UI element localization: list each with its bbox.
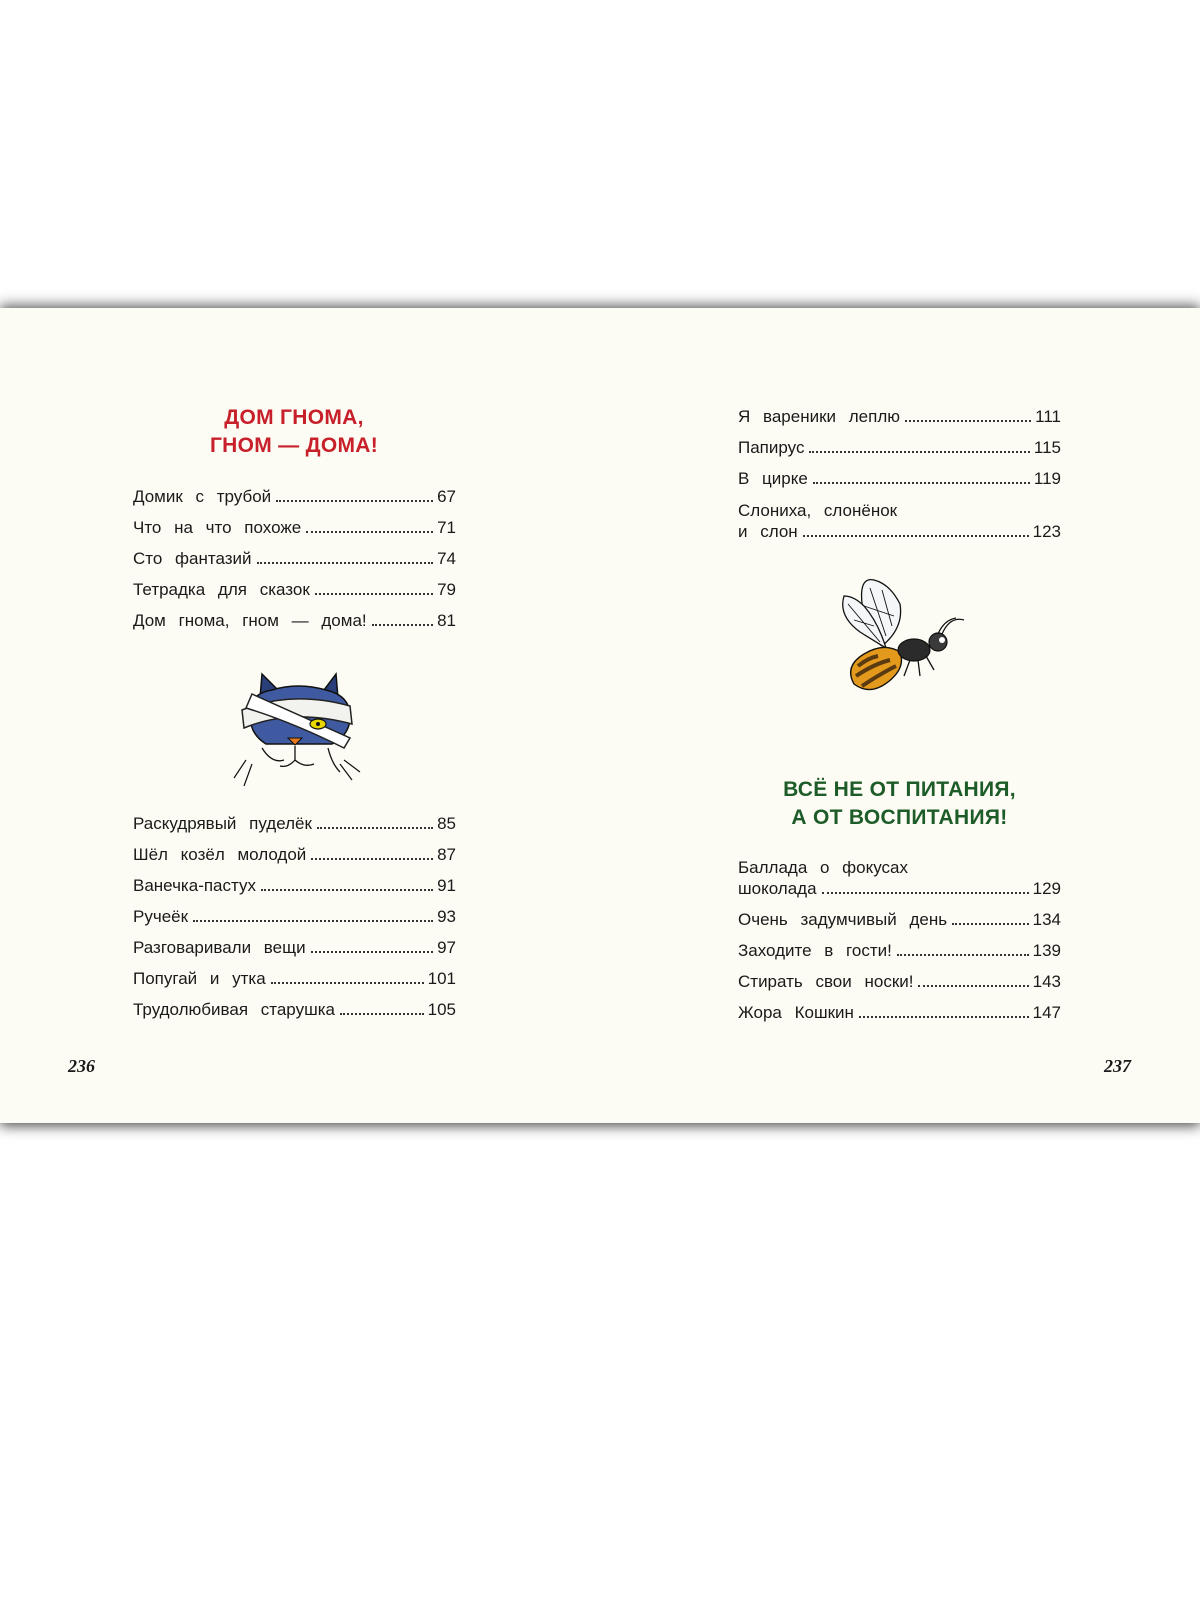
toc-entry-title: В цирке: [738, 469, 808, 488]
toc-entry-title: Шёл козёл молодой: [133, 845, 307, 864]
toc-entry-page-number: 81: [437, 611, 456, 630]
right-page: [600, 308, 1200, 1123]
toc-dot-leader: [897, 954, 1029, 956]
toc-entry-page-number: 115: [1033, 438, 1061, 457]
toc-entry-title: Что на что похоже: [133, 518, 302, 537]
heading-line: ДОМ ГНОМА,: [224, 406, 364, 429]
toc-entry-title: Раскудрявый пуделёк: [133, 814, 312, 833]
toc-entry[interactable]: [133, 896, 456, 927]
toc-entry[interactable]: [133, 834, 456, 865]
toc-entry-title: Разговаривали вещи: [133, 938, 306, 957]
toc-entry-page-number: 119: [1033, 469, 1061, 488]
toc-entry[interactable]: [738, 396, 1061, 427]
heading-line: ВСЁ НЕ ОТ ПИТАНИЯ,: [783, 778, 1016, 801]
toc-dot-leader: [918, 985, 1028, 987]
toc-entry-title: Ванечка-пастух: [133, 876, 256, 895]
toc-entry[interactable]: [738, 846, 1061, 899]
toc-entry[interactable]: [738, 427, 1061, 458]
toc-entry-page-number: 101: [427, 969, 456, 988]
bandaged-cat-icon: [232, 668, 364, 788]
toc-entry-title: Сто фантазий: [133, 549, 252, 568]
toc-entry-page-number: 67: [437, 487, 456, 506]
toc-entry-page-number: 111: [1035, 407, 1061, 426]
toc-entry-page-number: 74: [437, 549, 456, 568]
heading-line: А ОТ ВОСПИТАНИЯ!: [791, 806, 1008, 829]
toc-entry-page-number: 93: [437, 907, 456, 926]
toc-entry[interactable]: [133, 803, 456, 834]
heading-line: ГНОМ — ДОМА!: [209, 434, 379, 457]
toc-entry-page-number: 97: [437, 938, 456, 957]
toc-dot-leader: [193, 920, 433, 922]
toc-dot-leader: [340, 1013, 424, 1015]
toc-dot-leader: [822, 892, 1029, 894]
toc-dot-leader: [859, 1016, 1029, 1018]
toc-entry-page-number: 71: [437, 518, 456, 537]
toc-dot-leader: [803, 535, 1029, 537]
toc-entry[interactable]: [133, 958, 456, 989]
toc-entry-page-number: 91: [437, 876, 456, 895]
toc-entry-title: Очень задумчивый день: [738, 910, 948, 929]
section-heading-right: [738, 776, 1061, 832]
toc-entry-title: Ручеёк: [133, 907, 189, 926]
toc-entry-page-number: 85: [437, 814, 456, 833]
toc-dot-leader: [271, 982, 424, 984]
toc-entry-title: Дом гнома, гном — дома!: [133, 611, 367, 630]
toc-entry-title: и слон: [738, 522, 798, 541]
toc-entry-page-number: 143: [1032, 972, 1061, 991]
toc-entry[interactable]: [738, 458, 1061, 489]
toc-dot-leader: [372, 624, 433, 626]
toc-entry-title: Стирать свои носки!: [738, 972, 914, 991]
left-page: [0, 308, 600, 1123]
toc-entry[interactable]: [133, 538, 456, 569]
toc-entry-page-number: 123: [1032, 522, 1061, 541]
toc-entry[interactable]: [133, 476, 456, 507]
page-number: 237: [1104, 1056, 1131, 1076]
toc-entry[interactable]: [133, 569, 456, 600]
toc-entry-title: Тетрадка для сказок: [133, 580, 310, 599]
toc-dot-leader: [315, 593, 433, 595]
toc-entry-page-number: 147: [1032, 1003, 1061, 1022]
toc-dot-leader: [952, 923, 1029, 925]
toc-entry-page-number: 139: [1032, 941, 1061, 960]
toc-entry-title: Жора Кошкин: [738, 1003, 854, 1022]
toc-entry-page-number: 129: [1032, 879, 1061, 898]
toc-dot-leader: [311, 858, 433, 860]
toc-dot-leader: [306, 531, 433, 533]
toc-list-right-top: [738, 396, 1061, 542]
toc-entry[interactable]: [133, 989, 456, 1020]
toc-entry[interactable]: [738, 489, 1061, 542]
toc-entry-page-number: 79: [437, 580, 456, 599]
toc-dot-leader: [813, 482, 1030, 484]
toc-entry[interactable]: [738, 930, 1061, 961]
toc-entry-title: Попугай и утка: [133, 969, 266, 988]
toc-dot-leader: [809, 451, 1029, 453]
toc-entry-title: Папирус: [738, 438, 805, 457]
toc-entry[interactable]: [133, 507, 456, 538]
page-number: 236: [68, 1056, 95, 1076]
toc-dot-leader: [317, 827, 433, 829]
toc-entry[interactable]: [738, 992, 1061, 1023]
wasp-icon: [834, 576, 970, 716]
toc-entry[interactable]: [133, 865, 456, 896]
toc-dot-leader: [257, 562, 434, 564]
toc-dot-leader: [311, 951, 434, 953]
toc-list-right-bottom: [738, 846, 1061, 1023]
toc-dot-leader: [905, 420, 1031, 422]
book-spread: [0, 308, 1200, 1123]
toc-entry[interactable]: [738, 961, 1061, 992]
toc-dot-leader: [276, 500, 433, 502]
section-heading-left: [133, 404, 455, 460]
toc-entry-page-number: 105: [427, 1000, 456, 1019]
toc-list-left-top: [133, 476, 456, 631]
toc-entry-title: Я вареники леплю: [738, 407, 900, 426]
toc-entry[interactable]: [133, 927, 456, 958]
toc-entry-title: Заходите в гости!: [738, 941, 892, 960]
toc-entry[interactable]: [133, 600, 456, 631]
toc-entry-title: Трудолюбивая старушка: [133, 1000, 335, 1019]
toc-entry-title-line: Слониха, слонёнок: [738, 501, 898, 520]
toc-entry-page-number: 134: [1032, 910, 1061, 929]
toc-entry[interactable]: [738, 899, 1061, 930]
toc-entry-title: Домик с трубой: [133, 487, 272, 506]
toc-dot-leader: [261, 889, 433, 891]
toc-entry-page-number: 87: [437, 845, 456, 864]
toc-entry-title: шоколада: [738, 879, 817, 898]
toc-list-left-bottom: [133, 803, 456, 1020]
toc-entry-title-line: Баллада о фокусах: [738, 858, 909, 877]
